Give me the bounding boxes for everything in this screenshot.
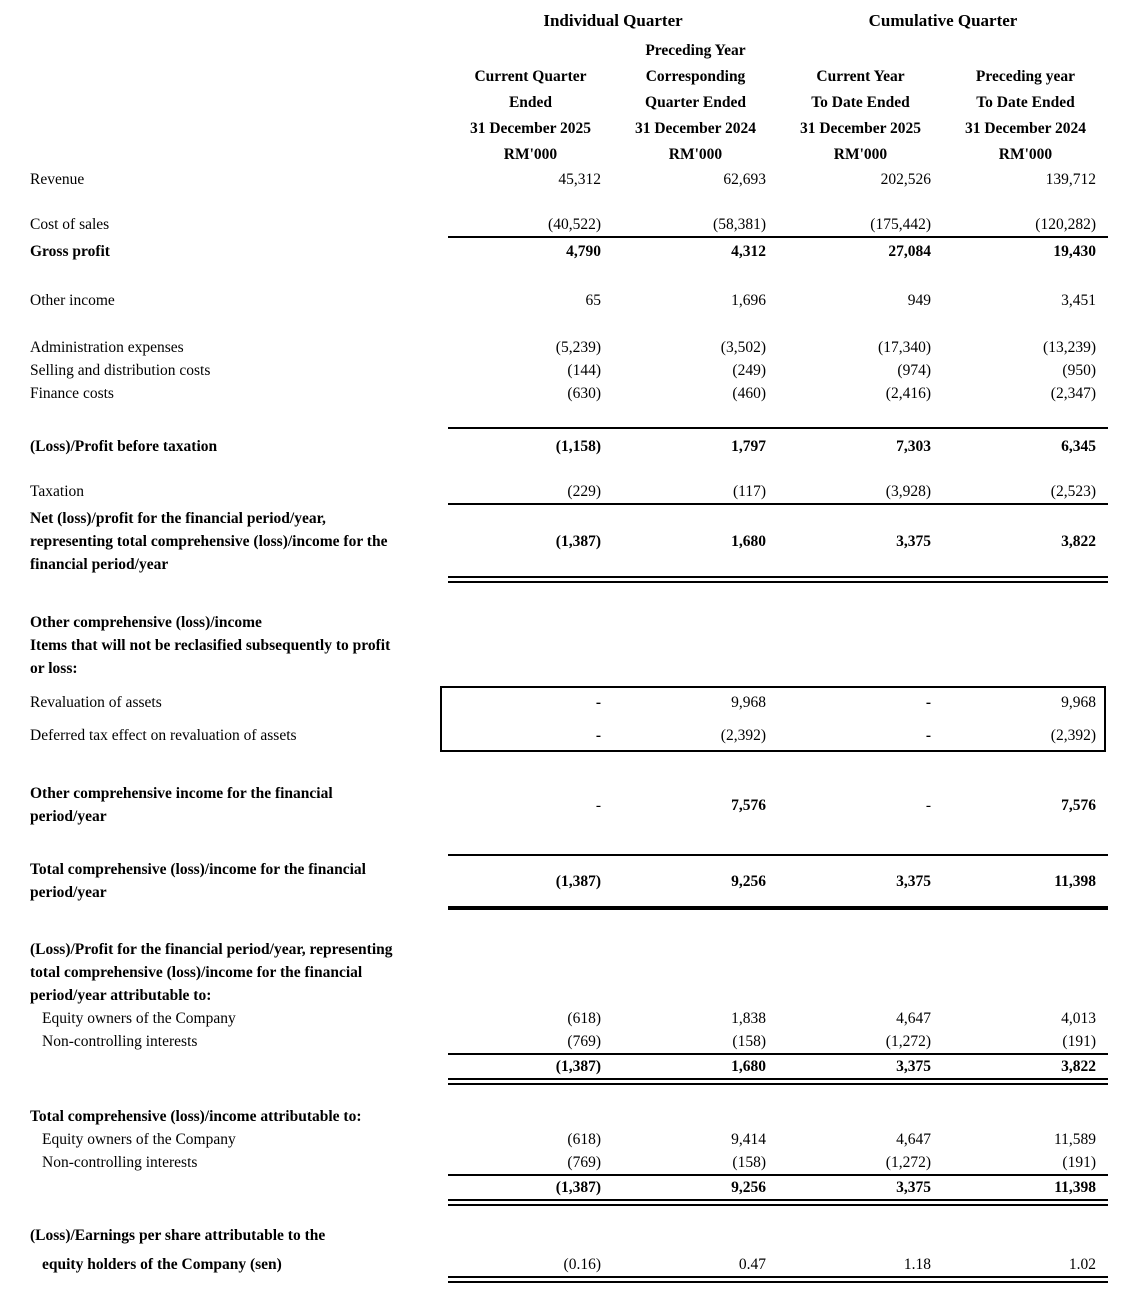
cell-value: 4,790 <box>566 243 601 260</box>
spacer <box>0 1085 1121 1105</box>
spacer <box>0 752 1121 782</box>
row-label <box>0 611 448 634</box>
cell-value: 4,013 <box>1061 1010 1096 1027</box>
column-header-4 <box>943 38 1108 168</box>
table-row <box>0 1151 1121 1174</box>
cell-value: (1,387) <box>555 1058 601 1075</box>
cell-value: (460) <box>732 385 766 402</box>
cumulative-quarter-header: Cumulative Quarter <box>868 11 1018 30</box>
cell-value: (249) <box>732 362 766 379</box>
spacer <box>0 910 1121 938</box>
row-label <box>0 359 448 382</box>
row-label <box>0 480 448 503</box>
row-label-line: (Loss)/Profit before taxation <box>30 438 218 455</box>
cell-value: (3,502) <box>720 339 766 356</box>
column-header-line: Corresponding <box>645 68 746 85</box>
cell-value: (2,392) <box>720 727 766 744</box>
row-label-line: Revaluation of assets <box>30 694 162 711</box>
cell-value: (630) <box>567 385 601 402</box>
cell-value: (1,387) <box>555 872 601 890</box>
table-row <box>0 289 1121 312</box>
cell-value: 4,647 <box>896 1010 931 1027</box>
row-label-line: Equity owners of the Company <box>42 1131 236 1148</box>
row-label <box>0 782 448 828</box>
cell-value: 9,968 <box>1061 694 1096 711</box>
cell-value: (120,282) <box>1035 216 1096 233</box>
cell-value: 202,526 <box>880 171 931 188</box>
row-label-line: period/year <box>30 884 107 901</box>
table-rule-double <box>448 1078 1108 1085</box>
table-row <box>0 1007 1121 1030</box>
cell-value: (1,387) <box>555 1179 601 1196</box>
cell-value: 3,822 <box>1061 1058 1096 1075</box>
column-header-line: 31 December 2025 <box>799 120 922 137</box>
table-row <box>0 1055 1121 1078</box>
row-label <box>0 213 448 236</box>
cell-value: 3,822 <box>1061 533 1096 550</box>
table-row <box>0 213 1121 236</box>
row-label-line: (Loss)/Profit for the financial period/year, representing <box>30 941 393 958</box>
cell-value: 9,256 <box>731 872 766 890</box>
cell-value: 1,680 <box>731 533 766 550</box>
cell-value: 4,647 <box>896 1131 931 1148</box>
cell-value: 65 <box>585 292 601 309</box>
cell-value: (158) <box>732 1033 766 1050</box>
cell-value: (13,239) <box>1043 339 1096 356</box>
row-label-line: Other comprehensive income for the financial <box>30 785 333 802</box>
row-label-line: Gross profit <box>30 243 110 260</box>
row-label-line: Revenue <box>30 171 85 188</box>
spacer <box>0 405 1121 427</box>
cell-value: (0.16) <box>563 1256 601 1273</box>
row-label-line: (Loss)/Earnings per share attributable to the <box>30 1227 326 1244</box>
row-label <box>0 1030 448 1053</box>
cell-value: (950) <box>1062 362 1096 379</box>
cell-value: (229) <box>567 483 601 500</box>
spacer <box>0 458 1121 480</box>
column-header-line: 31 December 2024 <box>634 120 757 137</box>
table-row <box>0 382 1121 405</box>
cell-value: (2,392) <box>1050 727 1096 744</box>
row-label-line: Non-controlling interests <box>42 1033 198 1050</box>
cell-value: (5,239) <box>555 339 601 356</box>
cell-value: (1,272) <box>885 1154 931 1171</box>
column-header-line: To Date Ended <box>976 94 1075 111</box>
spacer <box>0 263 1121 289</box>
cell-value: 3,375 <box>896 1058 931 1075</box>
cell-value: (144) <box>567 362 601 379</box>
row-label <box>0 938 448 1007</box>
row-label <box>0 168 448 191</box>
table-row <box>0 1176 1121 1199</box>
column-header-line: Preceding Year <box>645 42 746 59</box>
column-header-line: 31 December 2025 <box>469 120 592 137</box>
cell-value: 1,838 <box>731 1010 766 1027</box>
column-header-line: Current Year <box>816 68 905 85</box>
column-header-line: 31 December 2024 <box>964 120 1087 137</box>
table-row <box>0 782 1121 828</box>
table-row <box>0 1253 1121 1276</box>
cell-value: (117) <box>733 483 766 500</box>
row-label-line: Deferred tax effect on revaluation of assets <box>30 727 297 744</box>
row-label <box>0 1128 448 1151</box>
column-header-line: RM'000 <box>668 146 723 163</box>
row-label <box>0 1151 448 1174</box>
row-label-line: Other income <box>30 292 115 309</box>
table-rule-double <box>448 576 1108 583</box>
table-row <box>0 168 1121 191</box>
spacer <box>0 828 1121 854</box>
table-row <box>0 336 1121 359</box>
column-header-line: RM'000 <box>833 146 888 163</box>
column-header-1 <box>448 38 613 168</box>
cell-value: 27,084 <box>888 243 931 260</box>
cell-value: 3,375 <box>896 533 931 550</box>
table-row <box>0 1105 1121 1128</box>
cell-value: 7,576 <box>1061 796 1096 814</box>
column-header-2 <box>613 38 778 168</box>
column-header-3 <box>778 38 943 168</box>
cell-value: (769) <box>567 1154 601 1171</box>
group-header-spacer <box>0 10 448 32</box>
cell-value: 9,414 <box>731 1131 766 1148</box>
row-label-line: Selling and distribution costs <box>30 362 211 379</box>
row-label-line: or loss: <box>30 660 78 677</box>
cell-value: (2,347) <box>1050 385 1096 402</box>
row-label <box>0 724 448 747</box>
row-label-line: Taxation <box>30 483 85 500</box>
table-row <box>0 240 1121 263</box>
spacer <box>0 583 1121 611</box>
column-header-line: Preceding year <box>975 68 1076 85</box>
cell-value: (158) <box>732 1154 766 1171</box>
cell-value: 9,256 <box>731 1179 766 1196</box>
row-label-line: financial period/year <box>30 556 169 573</box>
cell-value: (618) <box>567 1010 601 1027</box>
row-label <box>0 1253 448 1276</box>
row-label-line: Net (loss)/profit for the financial period/year, <box>30 510 326 527</box>
cell-value: 6,345 <box>1061 438 1096 455</box>
cell-value: (1,387) <box>555 533 601 550</box>
cell-value: 0.47 <box>738 1256 766 1273</box>
table-row <box>0 686 1121 719</box>
column-header-line: RM'000 <box>998 146 1053 163</box>
table-row <box>0 435 1121 458</box>
row-label-line: Administration expenses <box>30 339 184 356</box>
cell-value: (974) <box>897 362 931 379</box>
cell-value: 1.02 <box>1068 1256 1096 1273</box>
cell-value: 7,576 <box>731 796 766 814</box>
label-column-spacer <box>0 38 448 168</box>
cell-value: - <box>925 727 931 744</box>
row-label-line: period/year <box>30 808 107 825</box>
row-label <box>0 691 448 714</box>
table-rule-double <box>448 1276 1108 1283</box>
cell-value: (618) <box>567 1131 601 1148</box>
row-label-line: period/year attributable to: <box>30 987 212 1004</box>
row-label-line: Total comprehensive (loss)/income for the financial <box>30 861 366 878</box>
cell-value: (3,928) <box>885 483 931 500</box>
cell-value: - <box>925 694 931 711</box>
cell-value: (191) <box>1062 1154 1096 1171</box>
cell-value: - <box>925 796 931 814</box>
row-label-line: Other comprehensive (loss)/income <box>30 614 262 631</box>
row-label <box>0 336 448 359</box>
cell-value: 19,430 <box>1053 243 1096 260</box>
spacer <box>0 312 1121 336</box>
cell-value: - <box>595 694 601 711</box>
cell-value: 11,398 <box>1054 1179 1096 1196</box>
cell-value: (17,340) <box>878 339 931 356</box>
cell-value: (769) <box>567 1033 601 1050</box>
column-header-line: Current Quarter <box>474 68 587 85</box>
row-label-line: representing total comprehensive (loss)/income for the <box>30 533 388 550</box>
cell-value: (1,272) <box>885 1033 931 1050</box>
row-label <box>0 634 448 680</box>
cell-value: 1,680 <box>731 1058 766 1075</box>
quarter-group-header <box>0 10 1121 32</box>
column-header-line: RM'000 <box>503 146 558 163</box>
cell-value: - <box>595 796 601 814</box>
cell-value: - <box>595 727 601 744</box>
cell-value: 949 <box>907 292 931 309</box>
row-label-line: Equity owners of the Company <box>42 1010 236 1027</box>
table-row <box>0 856 1121 906</box>
cell-value: 3,375 <box>896 1179 931 1196</box>
cell-value: (58,381) <box>713 216 766 233</box>
table-row <box>0 359 1121 382</box>
cell-value: 45,312 <box>558 171 601 188</box>
row-label-line: Cost of sales <box>30 216 110 233</box>
table-row <box>0 1030 1121 1053</box>
cell-value: 3,375 <box>896 872 931 890</box>
row-label-line: total comprehensive (loss)/income for the financial <box>30 964 363 981</box>
cell-value: (191) <box>1062 1033 1096 1050</box>
column-headers <box>0 38 1121 168</box>
table-row <box>0 1224 1121 1247</box>
table-rule-double <box>448 1199 1108 1206</box>
row-label <box>0 382 448 405</box>
row-label <box>0 1224 448 1247</box>
cell-value: 1,797 <box>731 438 766 455</box>
table-row <box>0 634 1121 680</box>
column-header-line: Ended <box>508 94 553 111</box>
row-label-line: equity holders of the Company (sen) <box>42 1256 282 1273</box>
spacer <box>0 1206 1121 1224</box>
row-label <box>0 507 448 576</box>
row-label-line: Total comprehensive (loss)/income attributable to: <box>30 1108 362 1125</box>
cell-value: 11,589 <box>1053 1131 1096 1148</box>
cell-value: 9,968 <box>731 694 766 711</box>
column-header-line: To Date Ended <box>811 94 910 111</box>
row-label <box>0 289 448 312</box>
cell-value: 1,696 <box>731 292 766 309</box>
row-label <box>0 240 448 263</box>
cell-value: (2,416) <box>885 385 931 402</box>
table-row <box>0 507 1121 576</box>
cell-value: 4,312 <box>731 243 766 260</box>
cell-value: 11,398 <box>1054 872 1096 890</box>
row-label <box>0 1007 448 1030</box>
row-label <box>0 435 448 458</box>
row-label <box>0 1105 448 1128</box>
table-row <box>0 938 1121 1007</box>
cell-value: (2,523) <box>1050 483 1096 500</box>
row-label-line: Non-controlling interests <box>42 1154 198 1171</box>
table-row <box>0 611 1121 634</box>
table-row <box>0 480 1121 503</box>
statement-rows <box>0 168 1121 1283</box>
cell-value: (1,158) <box>555 438 601 455</box>
column-header-line: Quarter Ended <box>645 94 746 111</box>
cell-value: 139,712 <box>1045 171 1096 188</box>
row-label-line: Items that will not be reclasified subsequently to profit <box>30 637 391 654</box>
row-label <box>0 858 448 904</box>
spacer <box>0 191 1121 213</box>
individual-quarter-header: Individual Quarter <box>543 11 683 30</box>
cell-value: (40,522) <box>548 216 601 233</box>
cell-value: 3,451 <box>1061 292 1096 309</box>
row-label-line: Finance costs <box>30 385 114 402</box>
table-row <box>0 719 1121 752</box>
cell-value: (175,442) <box>870 216 931 233</box>
table-row <box>0 1128 1121 1151</box>
cell-value: 7,303 <box>896 438 931 455</box>
cell-value: 1.18 <box>903 1256 931 1273</box>
cell-value: 62,693 <box>723 171 766 188</box>
